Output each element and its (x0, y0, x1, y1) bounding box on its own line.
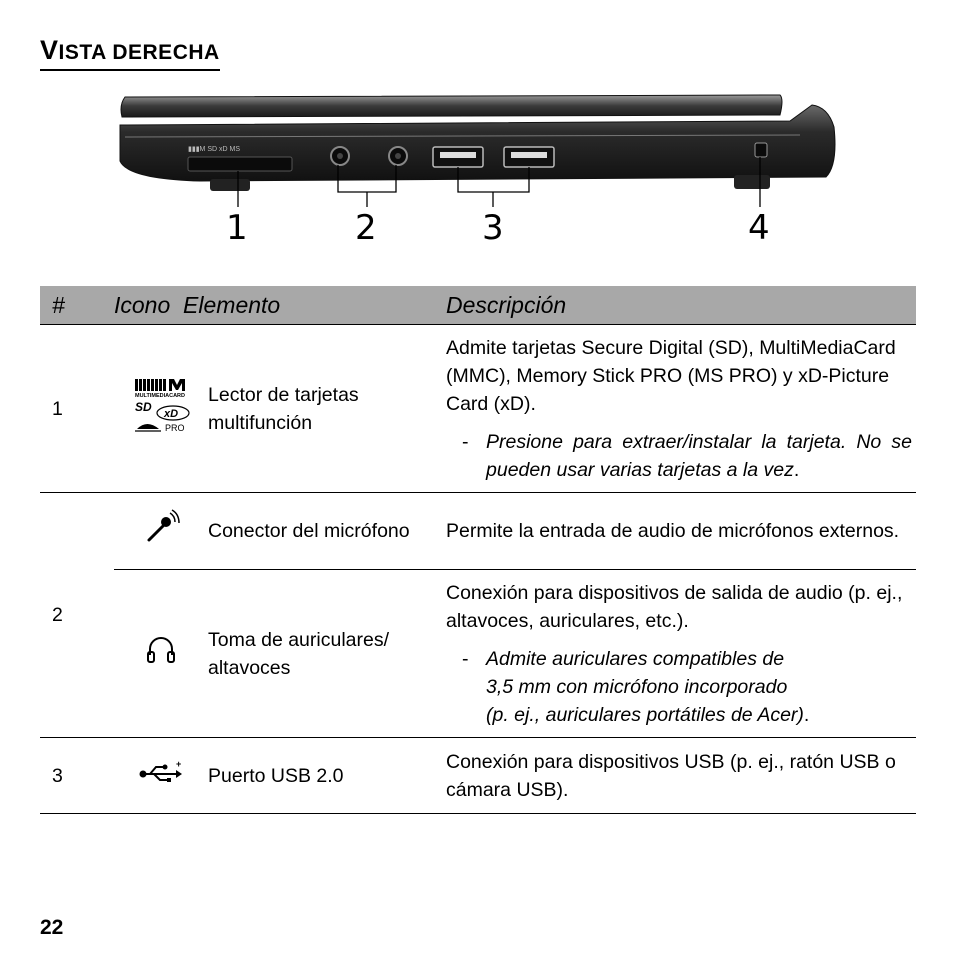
card-reader-logos-icon (114, 325, 208, 493)
table-row (40, 493, 916, 570)
laptop-right-side-illustration (100, 85, 850, 255)
svg-text:+: + (176, 759, 182, 769)
svg-text:MULTIMEDIACARD: MULTIMEDIACARD (135, 392, 186, 399)
row-description: Permite la entrada de audio de micrófonos externos. (446, 493, 916, 570)
header-icon: Icono (114, 292, 171, 318)
row-description: Admite tarjetas Secure Digital (SD), MultiMediaCard (MMC), Memory Stick PRO (MS PRO) y xD-Picture Card (xD). (446, 336, 896, 415)
row-num: 2 (40, 493, 114, 738)
callout-2: 2 (355, 208, 377, 248)
row-element: Lector de tarjetas multifunción (208, 325, 446, 493)
table-row (40, 325, 916, 493)
svg-text:▮▮▮M SD xD MS: ▮▮▮M SD xD MS (188, 146, 241, 153)
table-row (40, 738, 916, 814)
table-header-row (40, 286, 916, 325)
page-title: VISTA DERECHA (40, 34, 220, 71)
page-number: 22 (40, 916, 64, 939)
callout-4: 4 (748, 208, 770, 248)
row-note: - Presione para extraer/instalar la tarjeta. No se pueden usar varias tarjetas a la vez. (462, 430, 912, 481)
row-num: 1 (40, 325, 114, 493)
table-row (40, 570, 916, 738)
microphone-icon (114, 493, 208, 570)
callout-3: 3 (482, 208, 504, 248)
row-element: Conector del micrófono (208, 493, 446, 570)
callout-1: 1 (226, 208, 248, 248)
row-num: 3 (40, 738, 114, 814)
row-element: Puerto USB 2.0 (208, 738, 446, 814)
header-description: Descripción (446, 286, 916, 325)
svg-text:SD: SD (135, 399, 152, 414)
header-num: # (40, 286, 114, 325)
headphones-icon (114, 570, 208, 738)
header-element: Elemento (183, 292, 281, 318)
row-description: Conexión para dispositivos de salida de audio (p. ej., altavoces, auriculares, etc.). (446, 581, 903, 632)
svg-text:xD: xD (164, 407, 179, 420)
usb-icon (114, 738, 208, 814)
row-note: - Admite auriculares compatibles de 3,5 mm con micrófono incorporado (p. ej., auriculares portátiles de Acer). (462, 647, 810, 726)
spec-table (40, 286, 916, 814)
header-icon-element (114, 286, 446, 325)
svg-text:PRO: PRO (165, 422, 185, 433)
row-description: Conexión para dispositivos USB (p. ej., ratón USB o cámara USB). (446, 738, 916, 814)
row-element: Toma de auriculares/ altavoces (208, 570, 446, 738)
